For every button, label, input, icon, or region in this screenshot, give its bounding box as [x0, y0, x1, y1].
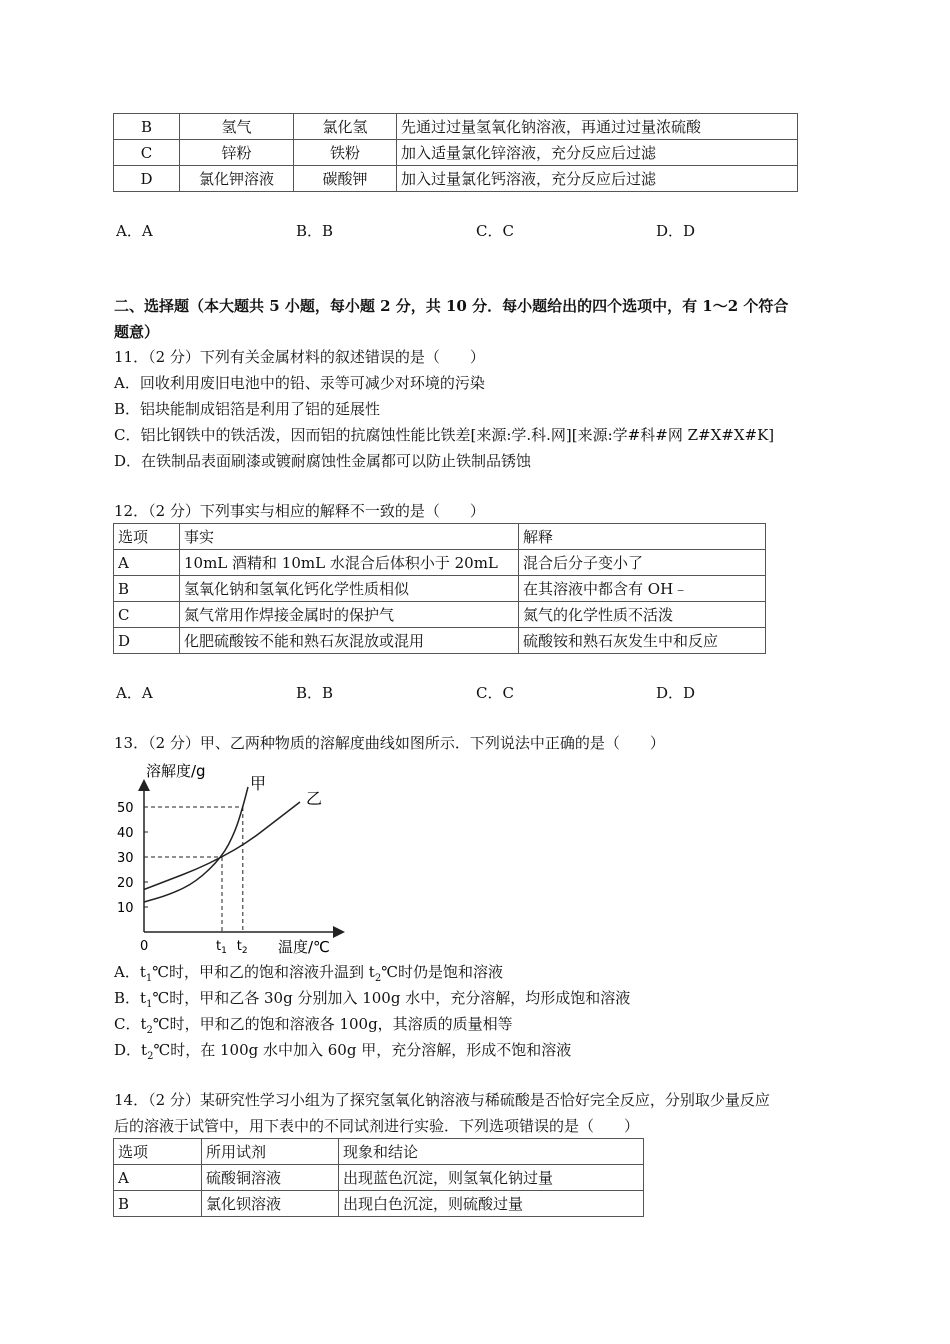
option-a[interactable]: A．A: [116, 684, 153, 702]
table-row: B 氢气 氯化氢 先通过过量氢氧化钠溶液，再通过过量浓硫酸: [114, 114, 798, 140]
table-row: C 锌粉 铁粉 加入适量氯化锌溶液，充分反应后过滤: [114, 140, 798, 166]
origin-label: 0: [140, 939, 149, 954]
q10-options: [114, 220, 834, 240]
y-tick-label: 30: [117, 851, 134, 866]
q12-stem: 12．（2 分）下列事实与相应的解释不一致的是（ ）: [114, 502, 485, 520]
solubility-chart: [110, 760, 350, 960]
y-tick-label: 20: [117, 876, 134, 891]
q12-options: [114, 682, 834, 702]
table-row: D 化肥硫酸铵不能和熟石灰混放或混用 硫酸铵和熟石灰发生中和反应: [114, 628, 766, 654]
x-tick-label: $t_2$: [236, 939, 248, 956]
table-row: A 10mL 酒精和 10mL 水混合后体积小于 20mL 混合后分子变小了: [114, 550, 766, 576]
q11-stem: 11．（2 分）下列有关金属材料的叙述错误的是（ ）: [114, 348, 485, 366]
q13-option-b[interactable]: B．$t_1℃$时，甲和乙各 30g 分别加入 100g 水中，充分溶解，均形成饱和溶液: [114, 989, 631, 1010]
table-row: B 氯化钡溶液 出现白色沉淀，则硫酸过量: [114, 1191, 644, 1217]
q14-stem: 14．（2 分）某研究性学习小组为了探究氢氧化钠溶液与稀硫酸是否恰好完全反应，分别取少量反应: [114, 1091, 770, 1109]
q13-option-a[interactable]: A．$t_1℃$时，甲和乙的饱和溶液升温到 $t_2℃$时仍是饱和溶液: [114, 963, 503, 984]
y-tick-label: 50: [117, 801, 134, 816]
q11-option-c[interactable]: C．铝比钢铁中的铁活泼，因而铝的抗腐蚀性能比铁差[来源:学.科.网][来源:学#科#网 Z#X#X#K]: [114, 426, 775, 444]
option-d[interactable]: D．D: [656, 222, 696, 240]
q13-option-d[interactable]: D．$t_2℃$时，在 100g 水中加入 60g 甲，充分溶解，形成不饱和溶液: [114, 1041, 572, 1062]
section-heading: 二、选择题（本大题共 5 小题，每小题 2 分，共 10 分．每小题给出的四个选项中，有 1～2 个符合: [114, 297, 789, 315]
option-b[interactable]: B．B: [296, 684, 334, 702]
y-tick-label: 40: [117, 826, 134, 841]
table-row: A 硫酸铜溶液 出现蓝色沉淀，则氢氧化钠过量: [114, 1165, 644, 1191]
option-b[interactable]: B．B: [296, 222, 334, 240]
series-line-jia: [144, 787, 248, 902]
table-header: 选项 所用试剂 现象和结论: [114, 1139, 644, 1165]
y-axis-label: 溶解度/g: [146, 762, 206, 780]
q14-stem-cont: 后的溶液于试管中，用下表中的不同试剂进行实验．下列选项错误的是（ ）: [114, 1117, 640, 1135]
table-row: B 氢氧化钠和氢氧化钙化学性质相似 在其溶液中都含有 OH﹣: [114, 576, 766, 602]
table-row: D 氯化钾溶液 碳酸钾 加入过量氯化钙溶液，充分反应后过滤: [114, 166, 798, 192]
option-d[interactable]: D．D: [656, 684, 696, 702]
q12-table: [113, 523, 766, 654]
section-heading-cont: 题意）: [114, 323, 160, 341]
series-line-yi: [144, 802, 300, 890]
q11-option-d[interactable]: D．在铁制品表面刷漆或镀耐腐蚀性金属都可以防止铁制品锈蚀: [114, 452, 532, 470]
series-label-jia: 甲: [250, 774, 267, 793]
option-c[interactable]: C．C: [476, 222, 514, 240]
table-header: 选项 事实 解释: [114, 524, 766, 550]
option-c[interactable]: C．C: [476, 684, 514, 702]
option-a[interactable]: A．A: [116, 222, 153, 240]
q10-table: [113, 113, 798, 192]
q13-option-c[interactable]: C．$t_2℃$时，甲和乙的饱和溶液各 100g，其溶质的质量相等: [114, 1015, 513, 1036]
x-axis-label: 温度/℃: [278, 938, 330, 956]
q14-table: [113, 1138, 644, 1217]
series-label-yi: 乙: [306, 789, 323, 808]
q11-option-a[interactable]: A．回收利用废旧电池中的铅、汞等可减少对环境的污染: [114, 374, 485, 392]
x-tick-label: $t_1$: [216, 939, 227, 956]
q11-option-b[interactable]: B．铝块能制成铝箔是利用了铝的延展性: [114, 400, 381, 418]
table-row: C 氮气常用作焊接金属时的保护气 氮气的化学性质不活泼: [114, 602, 766, 628]
q13-stem: 13．（2 分）甲、乙两种物质的溶解度曲线如图所示．下列说法中正确的是（ ）: [114, 734, 665, 752]
y-tick-label: 10: [117, 901, 134, 916]
